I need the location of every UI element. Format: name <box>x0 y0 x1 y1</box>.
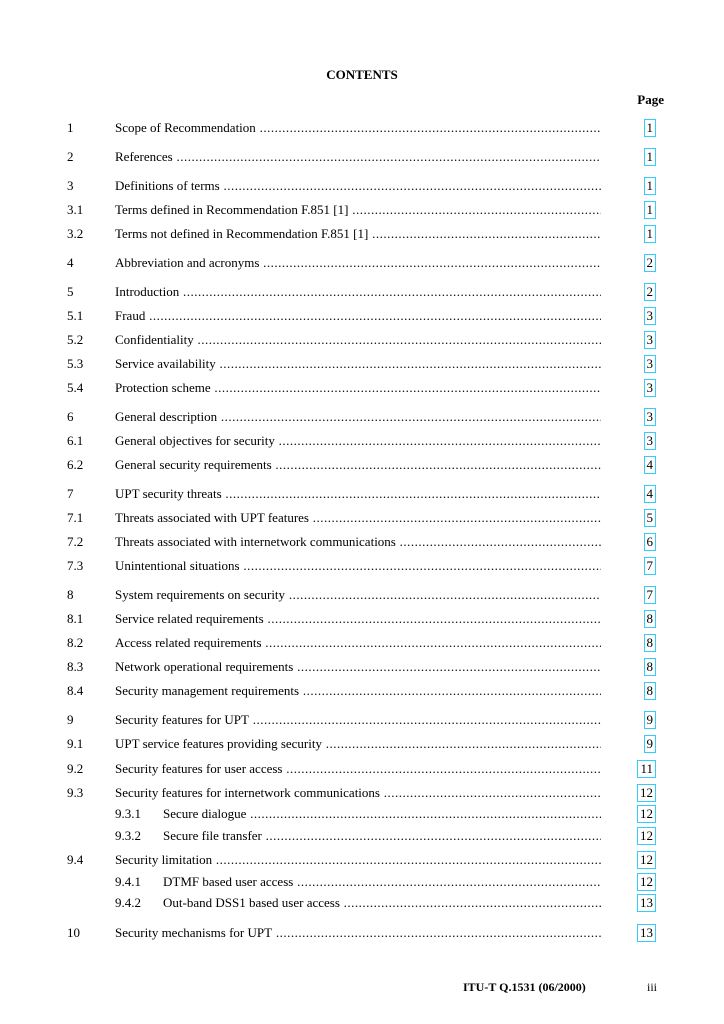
toc-title: Abbreviation and acronyms ..... <box>115 254 601 272</box>
toc-number: 5.3 <box>67 356 84 371</box>
toc-page-link[interactable]: 12 <box>637 873 656 891</box>
toc-title: Security mechanisms for UPT ..... <box>115 924 601 942</box>
toc-number: 1 <box>67 120 74 135</box>
toc-number: 5.4 <box>67 380 84 395</box>
toc-entry <box>0 827 724 845</box>
toc-title: General objectives for security ..... <box>115 432 601 450</box>
toc-number: 9.3.2 <box>115 828 141 843</box>
toc-number: 5 <box>67 284 74 299</box>
page-folio: iii <box>647 980 658 994</box>
toc-number: 9.3 <box>67 785 84 800</box>
toc-title: Secure file transfer ..... <box>163 827 601 845</box>
page-column-header: Page <box>637 92 664 107</box>
toc-title: Service availability ..... <box>115 355 601 373</box>
toc-number: 9.4 <box>67 852 84 867</box>
toc-number: 8.4 <box>67 683 84 698</box>
toc-page-link[interactable]: 3 <box>644 355 657 373</box>
toc-number: 6.1 <box>67 433 84 448</box>
toc-entry <box>0 586 724 604</box>
toc-number: 3.2 <box>67 226 84 241</box>
toc-entry <box>0 557 724 575</box>
toc-page-link[interactable]: 1 <box>644 225 657 243</box>
toc-page-link[interactable]: 3 <box>644 408 657 426</box>
toc-page-link[interactable]: 12 <box>637 851 656 869</box>
toc-page-link[interactable]: 4 <box>644 485 657 503</box>
toc-page-link[interactable]: 1 <box>644 119 657 137</box>
toc-page-link[interactable]: 1 <box>644 177 657 195</box>
toc-title: Terms defined in Recommendation F.851 [1] ..... <box>115 201 601 219</box>
toc-entry <box>0 784 724 802</box>
toc-entry <box>0 177 724 195</box>
toc-entry <box>0 225 724 243</box>
toc-page-link[interactable]: 9 <box>644 711 657 729</box>
toc-entry <box>0 456 724 474</box>
toc-title: Scope of Recommendation ..... <box>115 119 601 137</box>
toc-title: Security management requirements ..... <box>115 682 601 700</box>
toc-page-link[interactable]: 2 <box>644 283 657 301</box>
toc-title: Introduction ..... <box>115 283 601 301</box>
toc-entry <box>0 201 724 219</box>
toc-title: Security features for user access ..... <box>115 760 601 778</box>
toc-number: 7 <box>67 486 74 501</box>
toc-number: 6.2 <box>67 457 84 472</box>
toc-entry <box>0 610 724 628</box>
toc-number: 9.4.2 <box>115 895 141 910</box>
toc-entry <box>0 735 724 753</box>
toc-number: 10 <box>67 925 80 940</box>
toc-title: General security requirements ..... <box>115 456 601 474</box>
toc-entry <box>0 432 724 450</box>
toc-title: Terms not defined in Recommendation F.851 [1] ..... <box>115 225 601 243</box>
toc-entry <box>0 331 724 349</box>
toc-title: General description ..... <box>115 408 601 426</box>
toc-entry <box>0 355 724 373</box>
toc-number: 3.1 <box>67 202 84 217</box>
toc-title: System requirements on security ..... <box>115 586 601 604</box>
toc-page-link[interactable]: 8 <box>644 658 657 676</box>
toc-title: Definitions of terms ..... <box>115 177 601 195</box>
toc-number: 9.3.1 <box>115 806 141 821</box>
toc-title: UPT security threats ..... <box>115 485 601 503</box>
toc-title: Protection scheme ..... <box>115 379 601 397</box>
toc-entry <box>0 533 724 551</box>
toc-page-link[interactable]: 8 <box>644 682 657 700</box>
toc-title: Access related requirements ..... <box>115 634 601 652</box>
toc-title: DTMF based user access ..... <box>163 873 601 891</box>
toc-entry <box>0 379 724 397</box>
toc-number: 8.2 <box>67 635 84 650</box>
toc-page-link[interactable]: 3 <box>644 379 657 397</box>
toc-number: 7.2 <box>67 534 84 549</box>
toc-title: Security features for UPT ..... <box>115 711 601 729</box>
toc-entry <box>0 254 724 272</box>
toc-page-link[interactable]: 12 <box>637 784 656 802</box>
toc-page-link[interactable]: 5 <box>644 509 657 527</box>
toc-entry <box>0 307 724 325</box>
toc-number: 2 <box>67 149 74 164</box>
toc-entry <box>0 873 724 891</box>
toc-page-link[interactable]: 3 <box>644 307 657 325</box>
toc-entry <box>0 894 724 912</box>
toc-page-link[interactable]: 2 <box>644 254 657 272</box>
toc-title: Threats associated with UPT features ..... <box>115 509 601 527</box>
toc-page-link[interactable]: 7 <box>644 586 657 604</box>
toc-entry <box>0 760 724 778</box>
toc-page-link[interactable]: 7 <box>644 557 657 575</box>
toc-page-link[interactable]: 1 <box>644 201 657 219</box>
toc-page-link[interactable]: 3 <box>644 432 657 450</box>
toc-title: UPT service features providing security ..... <box>115 735 601 753</box>
toc-page-link[interactable]: 8 <box>644 610 657 628</box>
toc-entry <box>0 283 724 301</box>
toc-page-link[interactable]: 6 <box>644 533 657 551</box>
toc-page-link[interactable]: 12 <box>637 805 656 823</box>
toc-title: Fraud ..... <box>115 307 601 325</box>
toc-page-link[interactable]: 8 <box>644 634 657 652</box>
toc-entry <box>0 509 724 527</box>
toc-number: 9.1 <box>67 736 84 751</box>
toc-page-link[interactable]: 13 <box>637 924 656 942</box>
toc-number: 7.1 <box>67 510 84 525</box>
toc-number: 9.2 <box>67 761 84 776</box>
toc-title: Secure dialogue ..... <box>163 805 601 823</box>
toc-title: References ..... <box>115 148 601 166</box>
toc-title: Unintentional situations ..... <box>115 557 601 575</box>
toc-title: Out-band DSS1 based user access ..... <box>163 894 601 912</box>
toc-entry <box>0 148 724 166</box>
toc-page-link[interactable]: 3 <box>644 331 657 349</box>
toc-number: 4 <box>67 255 74 270</box>
toc-entry <box>0 805 724 823</box>
toc-page-link[interactable]: 9 <box>644 735 657 753</box>
toc-number: 9.4.1 <box>115 874 141 889</box>
contents-title: CONTENTS <box>326 67 398 82</box>
toc-number: 5.2 <box>67 332 84 347</box>
toc-page-link[interactable]: 4 <box>644 456 657 474</box>
toc-title: Network operational requirements ..... <box>115 658 601 676</box>
toc-entry <box>0 682 724 700</box>
toc-number: 8.3 <box>67 659 84 674</box>
toc-entry <box>0 658 724 676</box>
toc-entry <box>0 711 724 729</box>
toc-number: 9 <box>67 712 74 727</box>
toc-number: 8 <box>67 587 74 602</box>
toc-number: 6 <box>67 409 74 424</box>
toc-page-link[interactable]: 11 <box>637 760 656 778</box>
toc-title: Security features for internetwork communications ..... <box>115 784 601 802</box>
toc-entry <box>0 924 724 942</box>
toc-entry <box>0 408 724 426</box>
toc-entry <box>0 634 724 652</box>
toc-title: Service related requirements ..... <box>115 610 601 628</box>
toc-title: Confidentiality ..... <box>115 331 601 349</box>
toc-page-link[interactable]: 13 <box>637 894 656 912</box>
toc-entry <box>0 119 724 137</box>
toc-title: Threats associated with internetwork communications ..... <box>115 533 601 551</box>
toc-entry <box>0 485 724 503</box>
toc-number: 3 <box>67 178 74 193</box>
toc-number: 5.1 <box>67 308 84 323</box>
toc-page-link[interactable]: 12 <box>637 827 656 845</box>
document-id: ITU-T Q.1531 (06/2000) <box>463 980 586 994</box>
toc-number: 7.3 <box>67 558 84 573</box>
toc-title: Security limitation ..... <box>115 851 601 869</box>
toc-number: 8.1 <box>67 611 84 626</box>
toc-page-link[interactable]: 1 <box>644 148 657 166</box>
toc-entry <box>0 851 724 869</box>
